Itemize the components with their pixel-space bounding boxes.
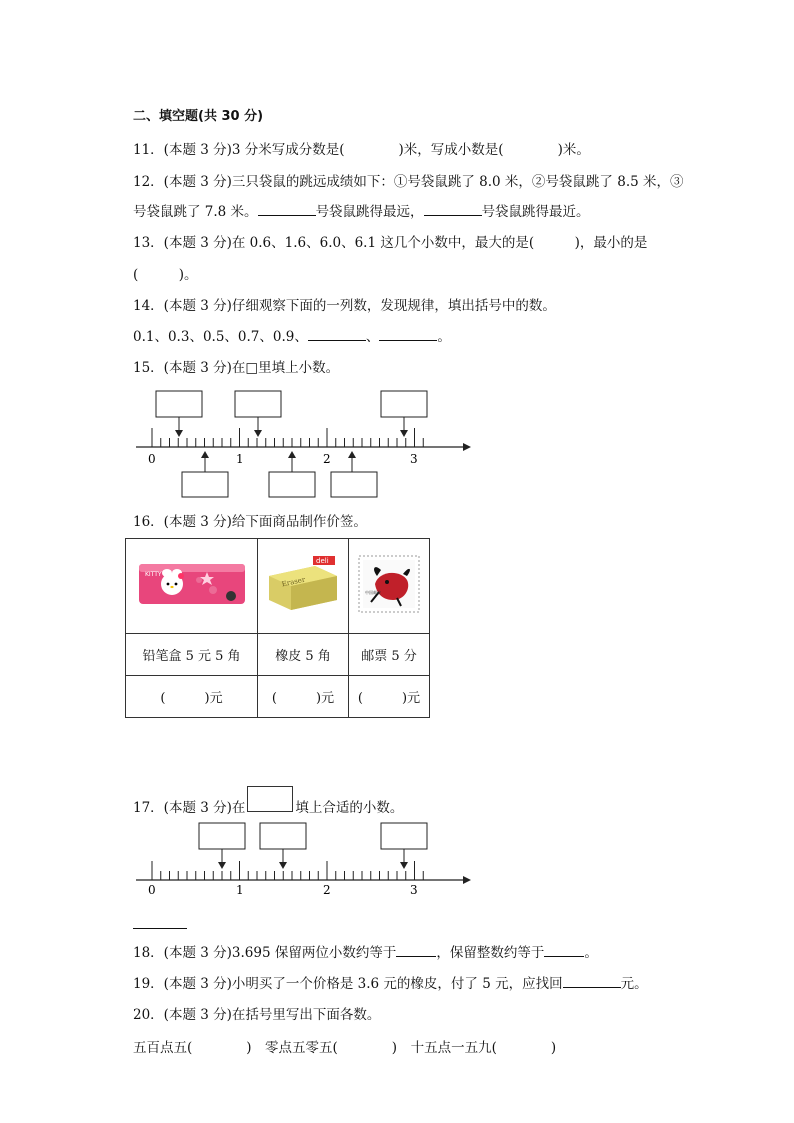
question-16: 16．(本题 3 分)给下面商品制作价签。 bbox=[133, 514, 367, 530]
svg-text:Eraser: Eraser bbox=[281, 575, 306, 589]
stamp-text: 中国邮政 bbox=[365, 590, 381, 595]
number-line-15 bbox=[133, 388, 478, 504]
divider bbox=[133, 928, 187, 929]
answer-box-17-2[interactable] bbox=[260, 823, 306, 849]
arrow-up-icon bbox=[348, 451, 356, 458]
price-table bbox=[125, 538, 430, 718]
answer-box-bottom-3[interactable] bbox=[331, 472, 377, 497]
q12-text-3: 号袋鼠跳得最近。 bbox=[481, 204, 590, 220]
q14-blank-2[interactable] bbox=[379, 328, 437, 341]
tick-label-0: 0 bbox=[148, 452, 156, 466]
q14-end: 。 bbox=[437, 329, 451, 345]
answer-box-17-3[interactable] bbox=[381, 823, 427, 849]
item-label-stamp: 邮票 5 分 bbox=[349, 634, 430, 676]
eraser-image bbox=[258, 539, 349, 634]
answer-box-bottom-1[interactable] bbox=[182, 472, 228, 497]
answer-box-top-1[interactable] bbox=[156, 391, 202, 417]
q12-text-2: 号袋鼠跳得最远， bbox=[315, 204, 424, 220]
answer-box-17-1[interactable] bbox=[199, 823, 245, 849]
answer-pencil-case[interactable]: ( )元 bbox=[126, 676, 258, 718]
question-18 bbox=[133, 944, 598, 962]
question-14-line2 bbox=[133, 328, 451, 346]
arrow-up-icon bbox=[201, 451, 209, 458]
answer-box-bottom-2[interactable] bbox=[269, 472, 315, 497]
tick-label-3: 3 bbox=[410, 452, 418, 466]
svg-text:KITTY: KITTY bbox=[144, 571, 162, 578]
tick-label-2: 2 bbox=[323, 883, 331, 897]
q18-blank-1[interactable] bbox=[396, 944, 436, 957]
answer-box-top-3[interactable] bbox=[381, 391, 427, 417]
q19-blank[interactable] bbox=[563, 975, 621, 988]
q18-text-2: ，保留整数约等于 bbox=[436, 945, 545, 961]
arrow-down-icon bbox=[175, 430, 183, 437]
question-17 bbox=[133, 795, 403, 822]
question-13-line1: 13．(本题 3 分)在 0.6、1.6、6.0、6.1 这几个小数中，最大的是( )，最小的是 bbox=[133, 235, 648, 251]
item-label-eraser: 橡皮 5 角 bbox=[258, 634, 349, 676]
question-11: 11．(本题 3 分)3 分米写成分数是( )米，写成小数是( )米。 bbox=[133, 142, 590, 158]
question-20: 20．(本题 3 分)在括号里写出下面各数。 bbox=[133, 1007, 381, 1023]
q19-text-1: 19．(本题 3 分)小明买了一个价格是 3.6 元的橡皮，付了 5 元，应找回 bbox=[133, 976, 563, 992]
q14-blank-1[interactable] bbox=[308, 328, 366, 341]
answer-box-top-2[interactable] bbox=[235, 391, 281, 417]
q12-text-1: 号袋鼠跳了 7.8 米。 bbox=[133, 204, 258, 220]
tick-label-2: 2 bbox=[323, 452, 331, 466]
tick-label-3: 3 bbox=[410, 883, 418, 897]
question-15: 15．(本题 3 分)在□里填上小数。 bbox=[133, 360, 340, 376]
q12-blank-2[interactable] bbox=[424, 203, 482, 216]
question-12-line1: 12．(本题 3 分)三只袋鼠的跳远成绩如下：①号袋鼠跳了 8.0 米，②号袋鼠跳了 8.5 米，③ bbox=[133, 174, 684, 190]
q18-text-3: 。 bbox=[584, 945, 598, 961]
answer-stamp[interactable]: ( )元 bbox=[349, 676, 430, 718]
question-13-line2: ( )。 bbox=[133, 267, 198, 283]
section-title: 二、填空题(共 30 分) bbox=[133, 109, 264, 124]
stamp-image bbox=[349, 539, 430, 634]
tick-label-1: 1 bbox=[236, 452, 244, 466]
q17-example-box bbox=[247, 786, 293, 812]
question-20-items: 五百点五( ) 零点五零五( ) 十五点一五九( ) bbox=[133, 1040, 557, 1056]
q14-sequence: 0.1、0.3、0.5、0.7、0.9、 bbox=[133, 329, 308, 345]
arrow-down-icon bbox=[400, 430, 408, 437]
arrow-down-icon bbox=[218, 862, 226, 869]
arrow-up-icon bbox=[288, 451, 296, 458]
q18-blank-2[interactable] bbox=[544, 944, 584, 957]
eraser-brand: deli bbox=[316, 557, 329, 565]
q17-text-1: 17．(本题 3 分)在 bbox=[133, 800, 246, 816]
tick-label-0: 0 bbox=[148, 883, 156, 897]
tick-label-1: 1 bbox=[236, 883, 244, 897]
arrow-down-icon bbox=[279, 862, 287, 869]
question-14-line1: 14．(本题 3 分)仔细观察下面的一列数，发现规律，填出括号中的数。 bbox=[133, 298, 556, 314]
q12-blank-1[interactable] bbox=[258, 203, 316, 216]
question-19 bbox=[133, 975, 648, 993]
pencil-case-image bbox=[126, 539, 258, 634]
q18-text-1: 18．(本题 3 分)3.695 保留两位小数约等于 bbox=[133, 945, 397, 961]
question-12-line2 bbox=[133, 203, 590, 221]
q14-separator: 、 bbox=[365, 329, 380, 345]
arrow-down-icon bbox=[400, 862, 408, 869]
q17-text-2: 填上合适的小数。 bbox=[295, 800, 404, 816]
answer-eraser[interactable]: ( )元 bbox=[258, 676, 349, 718]
q19-text-2: 元。 bbox=[620, 976, 648, 992]
number-line-17 bbox=[133, 820, 478, 902]
arrow-down-icon bbox=[254, 430, 262, 437]
item-label-pencil-case: 铅笔盒 5 元 5 角 bbox=[126, 634, 258, 676]
